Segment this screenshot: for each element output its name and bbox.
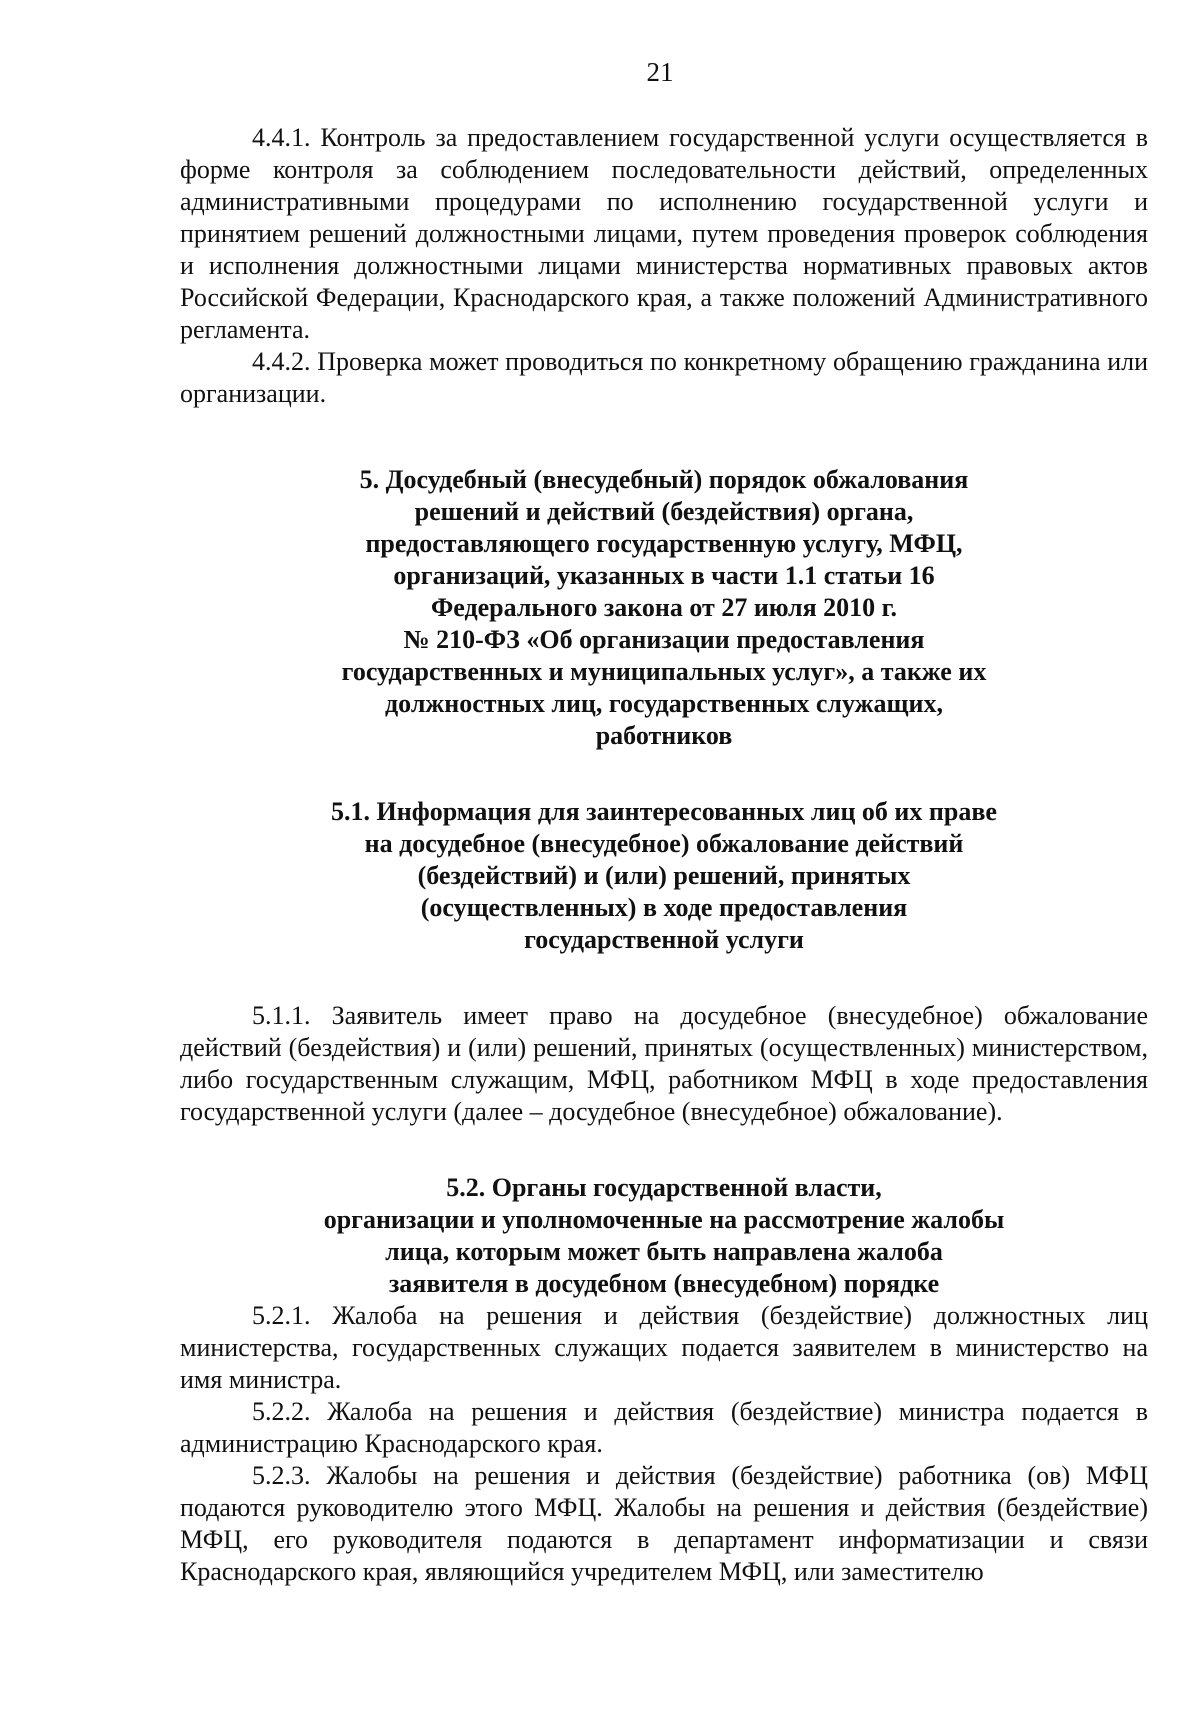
heading-line: государственных и муниципальных услуг», а также их: [341, 657, 987, 686]
spacer: [180, 752, 1148, 796]
heading-line: 5.2. Органы государственной власти,: [446, 1173, 882, 1202]
heading-line: заявителя в досудебном (внесудебном) порядке: [388, 1269, 940, 1298]
section-5-1-heading: [180, 796, 1148, 956]
paragraph-5-2-3: 5.2.3. Жалобы на решения и действия (бездействие) работника (ов) МФЦ подаются руководителю этого МФЦ. Жалобы на решения и действия (бездействие) МФЦ, его руководителя подаются в департамент информатизации и связи Краснодарского края, являющийся учредителем МФЦ, или заместителю: [180, 1461, 1148, 1586]
paragraph-5-1-1: 5.1.1. Заявитель имеет право на досудебное (внесудебное) обжалование действий (бездействия) и (или) решений, принятых (осуществленных) министерством, либо государственным служащим, МФЦ, работником МФЦ в ходе предоставления государственной услуги (далее – досудебное (внесудебное) обжалование).: [180, 1001, 1148, 1126]
spacer: [180, 1128, 1148, 1172]
heading-line: предоставляющего государственную услугу, МФЦ,: [365, 529, 963, 558]
paragraph-5-2-2: 5.2.2. Жалоба на решения и действия (бездействие) министра подается в администрацию Краснодарского края.: [180, 1397, 1148, 1458]
heading-line: решений и действий (бездействия) органа,: [414, 497, 914, 526]
paragraph-5-2-1: 5.2.1. Жалоба на решения и действия (бездействие) должностных лиц министерства, государственных служащих подается заявителем в министерство на имя министра.: [180, 1301, 1148, 1394]
heading-line: № 210-ФЗ «Об организации предоставления: [403, 625, 925, 654]
heading-line: организации и уполномоченные на рассмотрение жалобы: [323, 1205, 1005, 1234]
heading-line: организаций, указанных в части 1.1 статьи 16: [393, 561, 935, 590]
heading-line: работников: [595, 721, 733, 750]
heading-line: Федерального закона от 27 июля 2010 г.: [430, 593, 898, 622]
spacer: [180, 956, 1148, 1000]
heading-line: должностных лиц, государственных служащих,: [385, 689, 943, 718]
heading-line: 5.1. Информация для заинтересованных лиц об их праве: [331, 797, 997, 826]
paragraph-4-4-2: 4.4.2. Проверка может проводиться по конкретному обращению гражданина или организации.: [180, 347, 1148, 408]
heading-line: государственной услуги: [524, 925, 804, 954]
heading-line: на досудебное (внесудебное) обжалование действий: [364, 829, 964, 858]
paragraph-4-4-1: 4.4.1. Контроль за предоставлением государственной услуги осуществляется в форме контроля за соблюдением последовательности действий, определенных административными процедурами по исполнению государственной услуги и принятием решений должностными лицами, путем проведения проверок соблюдения и исполнения должностными лицами министерства нормативных правовых актов Российской Федерации, Краснодарского края, а также положений Административного регламента.: [180, 123, 1148, 344]
section-5-2-heading: [180, 1172, 1148, 1300]
heading-line: (осуществленных) в ходе предоставления: [420, 893, 908, 922]
spacer: [180, 410, 1148, 464]
heading-line: 5. Досудебный (внесудебный) порядок обжалования: [359, 465, 969, 494]
heading-line: лица, которым может быть направлена жалоба: [385, 1237, 943, 1266]
document-body: [180, 122, 1148, 1588]
page-number: 21: [646, 57, 674, 87]
section-5-heading: [180, 464, 1148, 752]
heading-line: (бездействий) и (или) решений, принятых: [417, 861, 911, 890]
